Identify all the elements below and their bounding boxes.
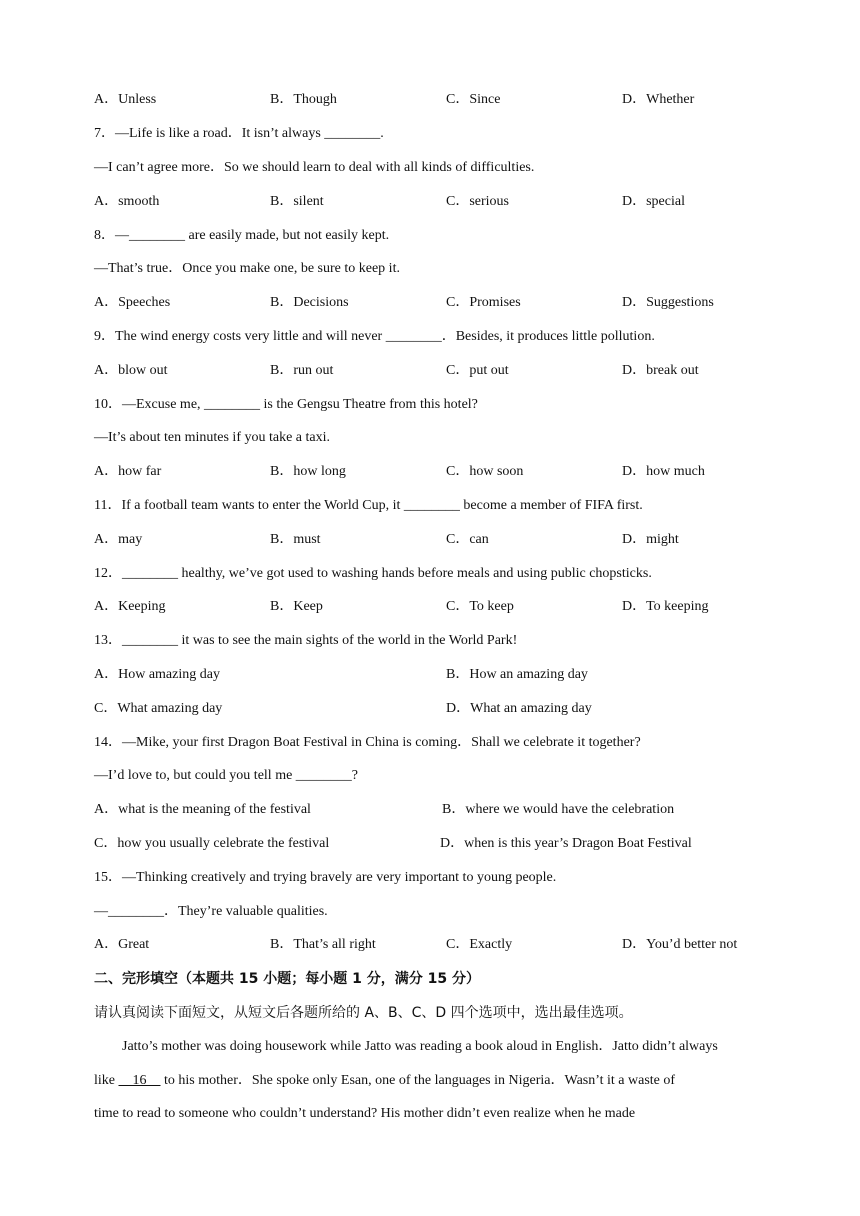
q14-option-b[interactable]: B．where we would have the celebration: [442, 802, 675, 817]
q6-option-a[interactable]: A．Unless: [94, 92, 157, 107]
q12-option-c[interactable]: C．To keep: [446, 599, 514, 614]
q14-stem: 14．—Mike, your first Dragon Boat Festival in China is coming．Shall we celebrate it together?: [94, 735, 641, 750]
q15-reply: —________．They’re valuable qualities.: [94, 904, 328, 919]
q10-option-c[interactable]: C．how soon: [446, 464, 524, 479]
q11-option-b[interactable]: B．must: [270, 532, 321, 547]
q9-option-a[interactable]: A．blow out: [94, 363, 168, 378]
q8-option-b[interactable]: B．Decisions: [270, 295, 349, 310]
q9-option-d[interactable]: D．break out: [622, 363, 699, 378]
passage-line-2-end: to his mother．She spoke only Esan, one of the languages in Nigeria．Wasn’t it a waste of: [160, 1073, 676, 1088]
q15-stem: 15．—Thinking creatively and trying bravely are very important to young people.: [94, 870, 557, 885]
q7-stem: 7．—Life is like a road．It isn’t always ________.: [94, 126, 384, 141]
q13-option-c[interactable]: C．What amazing day: [94, 701, 223, 716]
q11-stem: 11．If a football team wants to enter the World Cup, it ________ become a member of FIFA first.: [94, 498, 643, 513]
q12-option-a[interactable]: A．Keeping: [94, 599, 166, 614]
q15-option-b[interactable]: B．That’s all right: [270, 937, 376, 952]
q14-reply: —I’d love to, but could you tell me ________?: [94, 768, 359, 783]
q8-option-a[interactable]: A．Speeches: [94, 295, 171, 310]
q15-option-c[interactable]: C．Exactly: [446, 937, 513, 952]
q7-option-a[interactable]: A．smooth: [94, 194, 160, 209]
q6-option-d[interactable]: D．Whether: [622, 92, 695, 107]
q11-option-a[interactable]: A．may: [94, 532, 143, 547]
q14-option-d[interactable]: D．when is this year’s Dragon Boat Festival: [440, 836, 692, 851]
q14-option-a[interactable]: A．what is the meaning of the festival: [94, 802, 311, 817]
q12-option-d[interactable]: D．To keeping: [622, 599, 709, 614]
q13-option-b[interactable]: B．How an amazing day: [446, 667, 588, 682]
q14-option-c[interactable]: C．how you usually celebrate the festival: [94, 836, 330, 851]
q10-option-d[interactable]: D．how much: [622, 464, 705, 479]
q10-stem: 10．—Excuse me, ________ is the Gengsu Theatre from this hotel?: [94, 397, 478, 412]
q8-stem: 8．—________ are easily made, but not easily kept.: [94, 228, 390, 243]
q12-stem: 12．________ healthy, we’ve got used to washing hands before meals and using public chopsticks.: [94, 566, 652, 581]
q13-option-a[interactable]: A．How amazing day: [94, 667, 220, 682]
passage-line-2: [94, 1071, 675, 1091]
q13-option-d[interactable]: D．What an amazing day: [446, 701, 592, 716]
q6-option-c[interactable]: C．Since: [446, 92, 501, 107]
q11-option-c[interactable]: C．can: [446, 532, 489, 547]
q7-option-d[interactable]: D．special: [622, 194, 685, 209]
passage-line-2-start: like: [94, 1073, 119, 1088]
q8-option-d[interactable]: D．Suggestions: [622, 295, 714, 310]
q15-option-d[interactable]: D．You’d better not: [622, 937, 738, 952]
q9-option-c[interactable]: C．put out: [446, 363, 509, 378]
q8-reply: —That’s true．Once you make one, be sure to keep it.: [94, 261, 400, 276]
passage-line-1: Jatto’s mother was doing housework while Jatto was reading a book aloud in English．Jatto didn’t always: [122, 1039, 718, 1054]
q7-option-c[interactable]: C．serious: [446, 194, 509, 209]
q10-option-a[interactable]: A．how far: [94, 464, 162, 479]
q10-reply: —It’s about ten minutes if you take a taxi.: [94, 430, 331, 445]
q10-option-b[interactable]: B．how long: [270, 464, 346, 479]
q11-option-d[interactable]: D．might: [622, 532, 679, 547]
q9-stem: 9．The wind energy costs very little and will never ________．Besides, it produces little pollution.: [94, 329, 655, 344]
q8-option-c[interactable]: C．Promises: [446, 295, 521, 310]
q13-stem: 13．________ it was to see the main sights of the world in the World Park!: [94, 633, 518, 648]
section-instruction: 请认真阅读下面短文，从短文后各题所给的 A、B、C、D 四个选项中，选出最佳选项。: [94, 1005, 633, 1021]
q7-reply: —I can’t agree more．So we should learn to deal with all kinds of difficulties.: [94, 160, 535, 175]
q12-option-b[interactable]: B．Keep: [270, 599, 323, 614]
q7-option-b[interactable]: B．silent: [270, 194, 324, 209]
section-heading: 二、完形填空（本题共 15 小题；每小题 1 分，满分 15 分）: [94, 971, 480, 987]
q9-option-b[interactable]: B．run out: [270, 363, 334, 378]
q15-option-a[interactable]: A．Great: [94, 937, 150, 952]
q6-option-b[interactable]: B．Though: [270, 92, 337, 107]
blank-16[interactable]: 16: [118, 1073, 161, 1088]
passage-line-3: time to read to someone who couldn’t understand? His mother didn’t even realize when he made: [94, 1106, 636, 1121]
